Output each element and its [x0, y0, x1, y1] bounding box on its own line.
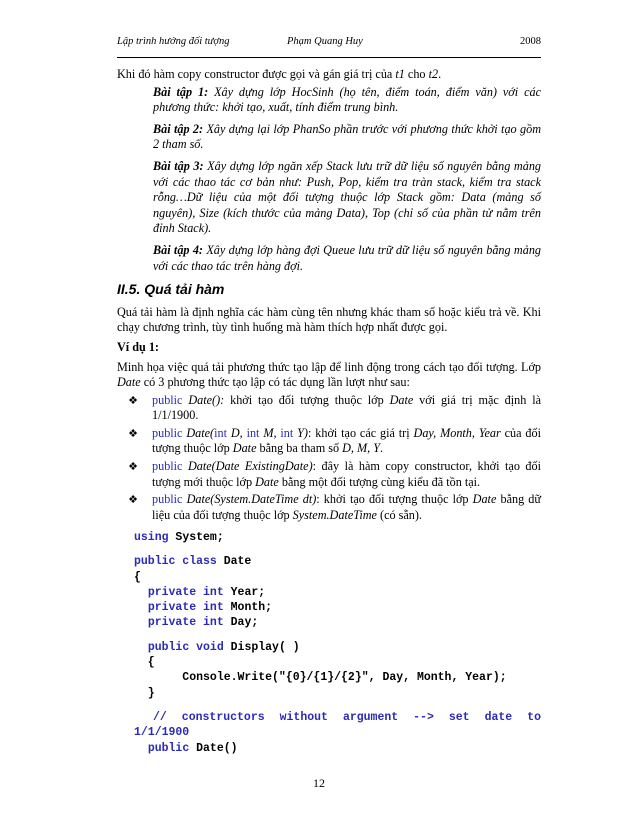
section-number: II.5.: [117, 281, 141, 298]
constructor-description: bằng dữ liệu của đối tượng thuộc lớp: [152, 492, 541, 522]
code-line: [134, 554, 541, 569]
code-line: [134, 670, 541, 685]
code-text: System;: [175, 531, 224, 544]
code-blank-line: [134, 701, 541, 710]
constructor-description: với giá trị mặc định là 1/1/1900.: [152, 392, 542, 423]
exercise-1: [153, 85, 541, 116]
code-text: Year;: [230, 585, 266, 599]
diamond-bullet-icon: ❖: [128, 460, 138, 474]
code-text: [134, 616, 148, 629]
code-line: [134, 686, 541, 701]
code-line: [134, 570, 541, 585]
constructor-signature: int: [214, 425, 231, 440]
intro-var-1: t1: [395, 67, 405, 81]
constructor-signature: Date(System.DateTime dt): [186, 492, 317, 507]
example-desc-class: Date: [117, 375, 141, 390]
header-book-title: Lập trình hướng đối tượng: [117, 36, 230, 47]
code-blank-line: [134, 545, 541, 554]
example-desc-text-2: có 3 phương thức tạo lập có tác dụng lần lượt như sau:: [140, 375, 410, 390]
code-line: [134, 655, 541, 670]
exercise-label: Bài tập 1:: [153, 84, 209, 99]
constructor-signature: Date(Date ExistingDate): [187, 459, 313, 474]
constructor-description: .: [380, 441, 384, 456]
code-comment-continuation: 1/1/1900: [134, 726, 190, 740]
code-line: [134, 585, 541, 600]
constructor-signature: public: [152, 492, 187, 507]
section-title: Quá tải hàm: [144, 281, 225, 298]
constructor-item: [125, 459, 541, 490]
constructor-item: [125, 426, 541, 457]
exercise-text: Xây dựng lớp HocSinh (họ tên, điểm toán, điểm văn) với các phương thức: khởi tạo, xuất, tính điểm trung bình.: [153, 84, 541, 115]
code-text: Console.Write("{0}/{1}/{2}", Day, Month, Year);: [134, 671, 507, 685]
intro-text-1: Khi đó hàm copy constructor được gọi và gán giá trị của: [117, 67, 396, 81]
exercise-text: Xây dựng lại lớp PhanSo phần trước với phương thức khởi tạo gồm 2 tham số.: [153, 121, 541, 152]
code-text: [134, 601, 148, 614]
code-text: [134, 742, 148, 755]
constructor-description: Date: [389, 392, 414, 407]
exercise-4: [153, 243, 541, 274]
constructor-signature: Date():: [188, 392, 225, 407]
header-divider: [117, 57, 541, 58]
code-keyword: private int: [147, 616, 231, 630]
exercise-text: Xây dựng lớp ngăn xếp Stack lưu trữ dữ liệu số nguyên bằng mảng với các thao tác cơ bản như: Push, Pop, kiểm tra tràn stack, kiểm tra stack rỗng…Dữ liệu của một đối tượng thuộc lớp Stack gồm: Data (mảng số nguyên), Size (kích thước của mảng Data), Top (chỉ số của phần tử nằm trên đỉnh Stack).: [153, 158, 542, 236]
code-line: [134, 640, 541, 655]
constructor-description: của đối tượng thuộc lớp: [152, 425, 541, 456]
page-body: [117, 67, 541, 525]
exercise-label: Bài tập 2:: [153, 121, 204, 136]
exercise-label: Bài tập 4:: [153, 242, 203, 257]
code-text: Month;: [230, 601, 273, 615]
code-text: }: [134, 686, 155, 700]
header-author: Phạm Quang Huy: [287, 36, 363, 47]
code-keyword: public: [147, 741, 197, 755]
constructor-description: (có sẵn).: [376, 507, 422, 522]
code-line: [134, 600, 541, 615]
code-text: Display( ): [230, 640, 300, 654]
constructor-description: : khởi tạo đối tượng thuộc lớp: [316, 492, 473, 507]
code-text: Date(): [196, 741, 238, 755]
section-heading: [117, 282, 541, 298]
intro-paragraph: [117, 67, 541, 83]
diamond-bullet-icon: ❖: [128, 393, 138, 407]
intro-text-2: cho: [404, 67, 429, 81]
constructor-description: : khởi tạo các giá trị: [308, 425, 414, 440]
constructor-signature: Date(: [186, 425, 215, 440]
code-line: [134, 615, 541, 630]
diamond-bullet-icon: ❖: [128, 493, 138, 507]
constructor-description: bằng ba tham số: [256, 441, 343, 456]
code-block: [134, 530, 541, 756]
code-text: Day;: [230, 616, 259, 630]
code-text: [134, 586, 148, 599]
constructor-description: : đây là hàm copy constructor, khởi tạo đối tượng mới thuộc lớp: [152, 459, 541, 489]
constructor-signature: M,: [263, 425, 281, 440]
example-desc-text-1: Minh họa việc quá tải phương thức tạo lập để linh động trong cách tạo đối tượng. Lớp: [117, 359, 541, 374]
constructor-signature: int: [280, 425, 298, 440]
code-line: [134, 741, 541, 756]
code-keyword: using: [134, 531, 176, 544]
page-number: 12: [313, 776, 325, 790]
code-text: Date: [223, 555, 252, 569]
constructor-signature: public: [152, 392, 189, 407]
constructor-signature: public: [152, 425, 187, 440]
example-label: Ví dụ 1:: [117, 339, 159, 354]
code-comment: // constructors without argument --> set date to: [153, 710, 541, 724]
exercise-label: Bài tập 3:: [153, 158, 204, 173]
constructor-description: Date: [255, 474, 279, 489]
constructor-item: [125, 393, 541, 424]
exercise-text: Xây dựng lớp hàng đợi Queue lưu trữ dữ liệu số nguyên bằng mảng với các thao tác trên hàng đợi.: [153, 242, 542, 273]
overloading-paragraph: Quá tải hàm là định nghĩa các hàm cùng tên nhưng khác tham số hoặc kiểu trả về. Khi chạy chương trình, tùy tình huống mà hàm thích hợp nhất được gọi.: [117, 304, 541, 335]
exercise-3: [153, 159, 541, 237]
constructor-description: System.DateTime: [292, 507, 377, 522]
constructor-description: Date: [472, 492, 497, 507]
constructor-description: Day, Month, Year: [413, 425, 501, 440]
code-keyword: private int: [147, 601, 231, 615]
code-line: [134, 530, 541, 545]
constructor-description: Date: [232, 441, 257, 456]
code-text: [134, 641, 148, 654]
exercise-2: [153, 122, 541, 153]
intro-var-2: t2: [428, 67, 439, 81]
intro-text-3: .: [438, 67, 442, 81]
header-year: 2008: [520, 36, 541, 47]
diamond-bullet-icon: ❖: [128, 426, 138, 440]
constructor-description: bằng một đối tượng cùng kiểu đã tồn tại.: [278, 474, 481, 489]
constructor-signature: public: [152, 459, 188, 474]
constructor-list: [117, 393, 541, 524]
code-keyword: public class: [134, 555, 224, 569]
constructor-item: [125, 492, 541, 523]
code-text: {: [134, 656, 155, 670]
constructor-signature: Y): [297, 425, 308, 440]
constructor-description: D, M, Y: [342, 441, 381, 456]
code-text: {: [134, 570, 141, 584]
code-blank-line: [134, 631, 541, 640]
code-keyword: public void: [147, 640, 231, 654]
example-description: [117, 360, 541, 391]
page-header: [117, 36, 541, 50]
constructor-description: khởi tạo đối tượng thuộc lớp: [224, 392, 390, 407]
constructor-signature: int: [246, 425, 264, 440]
constructor-signature: D,: [230, 425, 247, 440]
code-keyword: private int: [147, 585, 231, 599]
